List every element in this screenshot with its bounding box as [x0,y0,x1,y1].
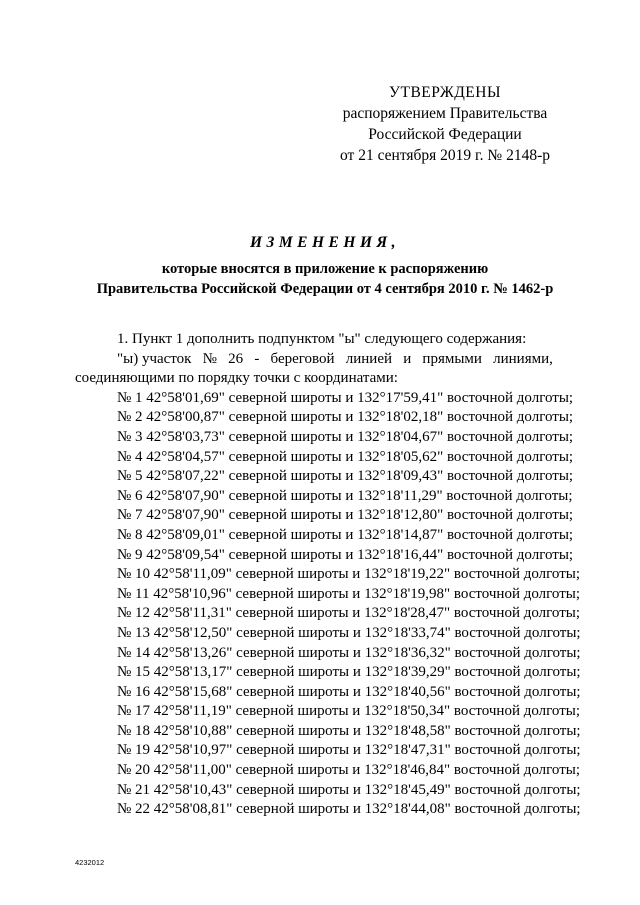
document-subtitle-2: Правительства Российской Федерации от 4 сентября 2010 г. № 1462-р [96,281,554,297]
coordinate-point: № 16 42°58'15,68" северной широты и 132°18'40,56" восточной долготы; [117,683,581,700]
document-title: ИЗМЕНЕНИЯ, [249,234,401,251]
coordinate-point: № 6 42°58'07,90" северной широты и 132°18'11,29" восточной долготы; [117,487,573,504]
coordinate-point: № 7 42°58'07,90" северной широты и 132°18'12,80" восточной долготы; [117,507,574,524]
coordinate-point: № 18 42°58'10,88" северной широты и 132°18'48,58" восточной долготы; [117,722,581,739]
section-second-line: соединяющими по порядку точки с координатами: [75,370,398,387]
coordinate-point: № 21 42°58'10,43" северной широты и 132°18'45,49" восточной долготы; [117,781,581,798]
section-word: линией [345,350,393,367]
coordinate-point: № 10 42°58'11,09" северной широты и 132°18'19,22" восточной долготы; [117,566,581,583]
section-word: - [254,350,260,367]
intro-paragraph: 1. Пункт 1 дополнить подпунктом "ы" следующего содержания: [117,331,527,347]
approval-title: УТВЕРЖДЕНЫ [389,84,501,101]
coordinate-point: № 11 42°58'10,96" северной широты и 132°18'19,98" восточной долготы; [117,585,581,602]
document-code: 4232012 [75,858,105,867]
coordinate-point: № 12 42°58'11,31" северной широты и 132°18'28,47" восточной долготы; [117,605,581,622]
section-word: прямыми [422,350,482,367]
document-subtitle-1: которые вносятся в приложение к распоряжению [161,261,489,277]
approval-line-3: от 21 сентября 2019 г. № 2148-р [340,147,550,164]
section-first-line [75,350,553,370]
approval-line-2: Российской Федерации [368,126,522,143]
section-word: № [202,350,217,367]
section-word: "ы) участок [117,350,192,367]
coordinate-point: № 1 42°58'01,69" северной широты и 132°17'59,41" восточной долготы; [117,389,574,406]
coordinate-point: № 17 42°58'11,19" северной широты и 132°18'50,34" восточной долготы; [117,703,581,720]
coordinate-point: № 20 42°58'11,00" северной широты и 132°18'46,84" восточной долготы; [117,762,581,779]
coordinate-point: № 2 42°58'00,87" северной широты и 132°18'02,18" восточной долготы; [117,409,574,426]
coordinate-point: № 9 42°58'09,54" северной широты и 132°18'16,44" восточной долготы; [117,546,574,563]
section-word: 26 [228,350,244,367]
coordinate-point: № 8 42°58'09,01" северной широты и 132°18'14,87" восточной долготы; [117,526,574,543]
coordinate-point: № 14 42°58'13,26" северной широты и 132°18'36,32" восточной долготы; [117,644,581,661]
approval-stamp [300,82,590,166]
section-word: и [403,350,412,367]
section-word: линиями, [493,350,553,367]
coordinate-point: № 5 42°58'07,22" северной широты и 132°18'09,43" восточной долготы; [117,468,574,485]
coordinate-point: № 22 42°58'08,81" северной широты и 132°18'44,08" восточной долготы; [117,801,581,818]
section-word: береговой [270,350,335,367]
coordinate-point: № 4 42°58'04,57" северной широты и 132°18'05,62" восточной долготы; [117,448,574,465]
coordinate-point: № 13 42°58'12,50" северной широты и 132°18'33,74" восточной долготы; [117,624,581,641]
coordinate-point: № 19 42°58'10,97" северной широты и 132°18'47,31" восточной долготы; [117,742,581,759]
coordinate-point: № 3 42°58'03,73" северной широты и 132°18'04,67" восточной долготы; [117,428,574,445]
coordinate-points-list [75,389,581,820]
document-body [75,330,581,820]
coordinate-point: № 15 42°58'13,17" северной широты и 132°18'39,29" восточной долготы; [117,664,581,681]
approval-line-1: распоряжением Правительства [342,105,548,122]
